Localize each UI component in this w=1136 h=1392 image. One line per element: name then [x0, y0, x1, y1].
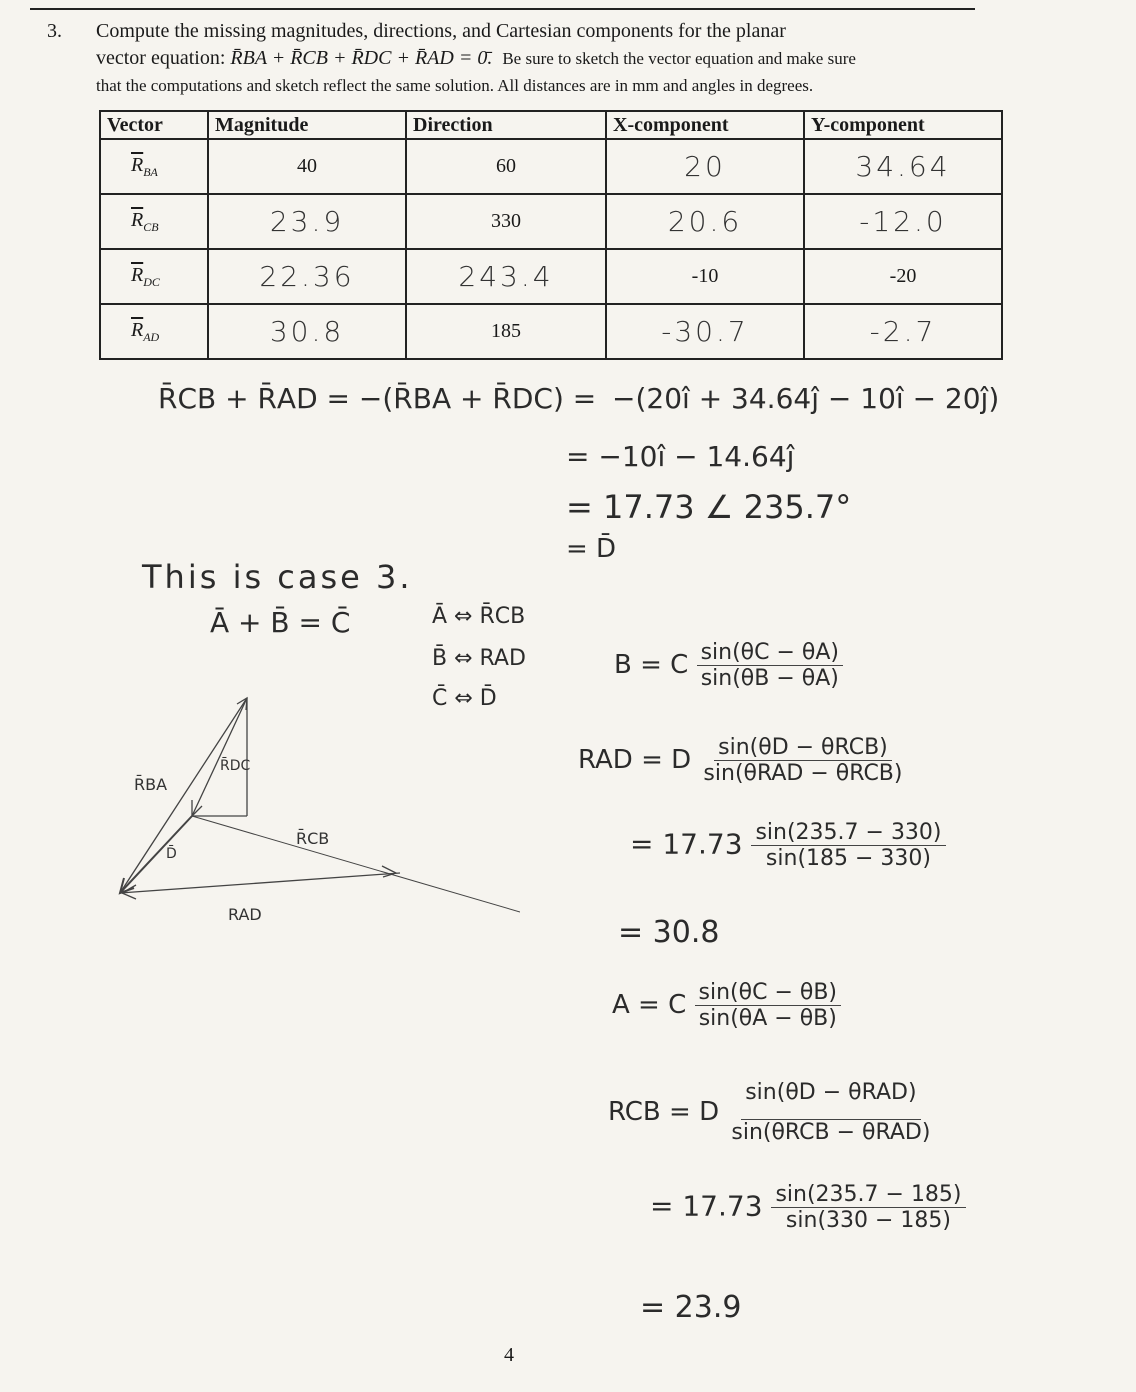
header-x-component: X-component [606, 111, 804, 139]
problem-line-2 [96, 47, 856, 70]
table-row [100, 194, 1002, 249]
vector-cell: $\overline{R}_{DC}$ [100, 249, 208, 304]
y-component-cell: -20 [804, 249, 1002, 304]
work-eq1-lhs: R̄CB + R̄AD = −(R̄BA + R̄DC) = [158, 382, 597, 415]
table-header-row [100, 111, 1002, 139]
vector-cell: $\overline{R}_{BA}$ [100, 139, 208, 194]
a-formula: A = C $\frac{\sin(\theta C - \theta B)}{\sin(\theta A - \theta B)}$ [612, 980, 841, 1031]
work-eq1-rhs: −(20î + 34.64ĵ − 10î − 20ĵ) [612, 382, 1000, 415]
work-eq2: = −10î − 14.64ĵ [566, 440, 795, 473]
table-row [100, 304, 1002, 359]
header-magnitude: Magnitude [208, 111, 406, 139]
rdc-arrowhead-icon [192, 800, 202, 816]
vector-table [99, 110, 1003, 360]
rcb-formula: RCB = D $\frac{\text{sin(θD − θRAD)}}{\text{sin(θRCB − θRAD)}}$ [608, 1080, 931, 1145]
rdc-vector-line [192, 698, 247, 816]
vector-cell: $\overline{R}_{AD}$ [100, 304, 208, 359]
rad-vector-line [120, 873, 400, 893]
direction-cell: 185 [406, 304, 606, 359]
rcb-substitution: = 17.73 $\frac{\sin(235.7 - 185)}{\sin(330 - 185)}$ [650, 1182, 966, 1233]
label-rad: RAD [228, 905, 262, 924]
direction-cell: 330 [406, 194, 606, 249]
rad-formula: RAD = D $\frac{\text{sin(θD − θRCB)}}{\text{sin(θRAD − θRCB)}}$ [578, 735, 903, 786]
mapping-b: B̄ ⇔ RAD [432, 646, 526, 671]
y-component-cell: -12.0 [804, 194, 1002, 249]
vector-equation: R̄BA + R̄CB + R̄DC + R̄AD = 0̄. [230, 47, 493, 69]
magnitude-cell: 22.36 [208, 249, 406, 304]
table-row [100, 139, 1002, 194]
problem-line-2-prefix: vector equation: [96, 47, 231, 69]
mapping-a: Ā ⇔ R̄CB [432, 604, 526, 629]
direction-cell: 243.4 [406, 249, 606, 304]
header-vector: Vector [100, 111, 208, 139]
page-number: 4 [504, 1344, 514, 1366]
y-component-cell: 34.64 [804, 139, 1002, 194]
y-component-cell: -2.7 [804, 304, 1002, 359]
x-component-cell: 20.6 [606, 194, 804, 249]
rcb-result: = 23.9 [640, 1290, 742, 1325]
label-d: D̄ [166, 846, 177, 862]
magnitude-cell: 30.8 [208, 304, 406, 359]
problem-line-2-suffix: Be sure to sketch the vector equation and make sure [502, 49, 856, 68]
vector-sketch [100, 680, 520, 940]
table-row [100, 249, 1002, 304]
header-y-component: Y-component [804, 111, 1002, 139]
case-note: This is case 3. [142, 558, 413, 596]
x-component-cell: -10 [606, 249, 804, 304]
top-rule [30, 8, 975, 10]
magnitude-cell: 23.9 [208, 194, 406, 249]
label-rdc: R̄DC [220, 758, 251, 774]
b-formula: B = C $\frac{\sin(\theta C - \theta A)}{\sin(\theta B - \theta A)}$ [614, 640, 843, 691]
problem-line-3: that the computations and sketch reflect the same solution. All distances are in mm and angles in degrees. [96, 76, 814, 95]
work-eq4: = D̄ [566, 534, 617, 564]
label-rcb: R̄CB [296, 829, 330, 848]
vector-cell: $\overline{R}_{CB}$ [100, 194, 208, 249]
rad-substitution: = 17.73 $\frac{\sin(235.7 - 330)}{\sin(185 - 330)}$ [630, 820, 946, 871]
x-component-cell: 20 [606, 139, 804, 194]
magnitude-cell: 40 [208, 139, 406, 194]
label-rba: R̄BA [134, 775, 168, 794]
problem-number: 3. [47, 20, 62, 42]
rad-result: = 30.8 [618, 915, 720, 950]
problem-line-1: Compute the missing magnitudes, directions, and Cartesian components for the planar [96, 20, 786, 42]
header-direction: Direction [406, 111, 606, 139]
case-equation: Ā + B̄ = C̄ [210, 606, 351, 639]
direction-cell: 60 [406, 139, 606, 194]
mapping-c: C̄ ⇔ D̄ [432, 686, 497, 711]
d-vector-line [120, 816, 192, 893]
work-eq3: = 17.73 ∠ 235.7° [566, 488, 852, 526]
x-component-cell: -30.7 [606, 304, 804, 359]
rcb-vector-line [192, 816, 520, 912]
rba-vector-line [120, 698, 247, 893]
